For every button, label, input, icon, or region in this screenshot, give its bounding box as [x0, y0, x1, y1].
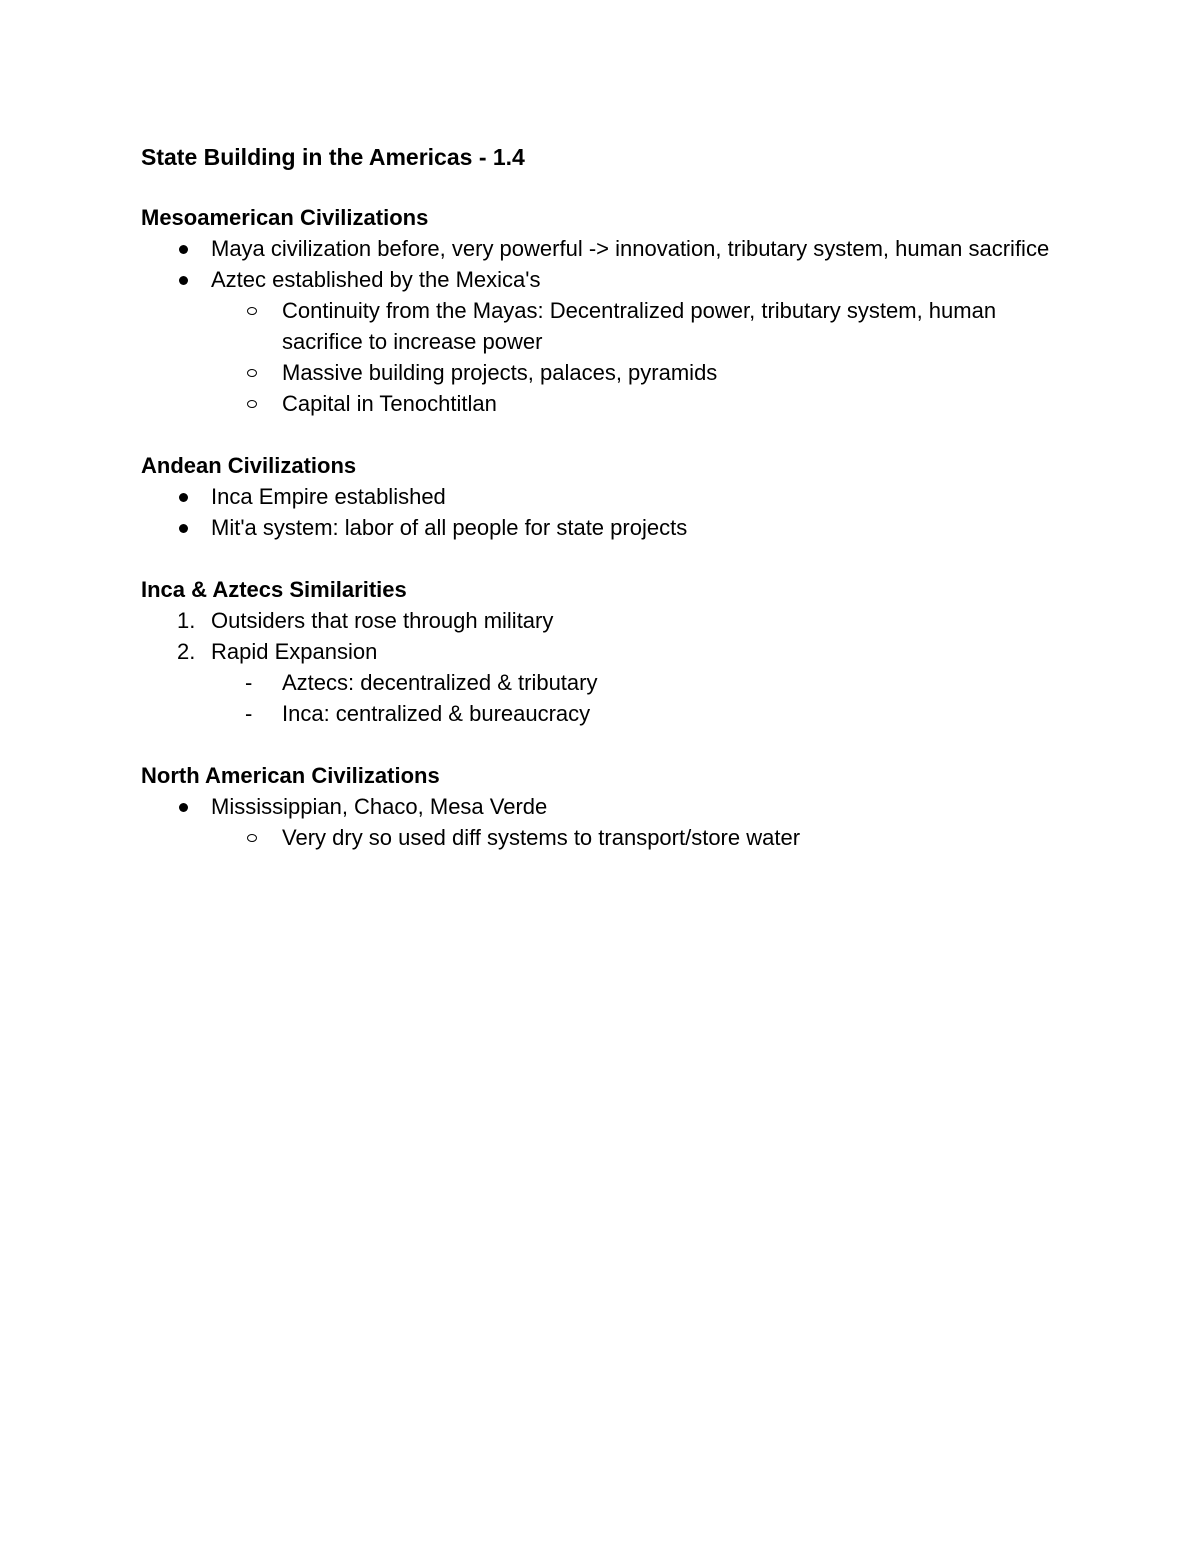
bullet-disc-icon	[179, 493, 188, 502]
list-item-text: Aztec established by the Mexica's	[211, 267, 541, 292]
section-heading: North American Civilizations	[141, 763, 440, 788]
section-heading: Andean Civilizations	[141, 453, 357, 478]
list-item	[141, 233, 1081, 264]
document-page	[141, 140, 1081, 884]
bullet-circle-icon	[247, 834, 257, 842]
list-item	[141, 264, 1081, 295]
sub-list-item	[141, 822, 1081, 853]
section-similarities	[141, 574, 1081, 729]
list-item-text: Massive building projects, palaces, pyramids	[282, 360, 718, 385]
bullet-list	[141, 791, 1081, 853]
numbered-list	[141, 605, 1081, 729]
list-item-text: Inca: centralized & bureaucracy	[282, 701, 591, 726]
document-title: State Building in the Americas - 1.4	[141, 144, 525, 170]
bullet-circle-icon	[247, 400, 257, 408]
list-item	[141, 481, 1081, 512]
section-heading: Inca & Aztecs Similarities	[141, 577, 407, 602]
list-item	[141, 605, 1081, 636]
bullet-disc-icon	[179, 524, 188, 533]
bullet-disc-icon	[179, 245, 188, 254]
bullet-circle-icon	[247, 307, 257, 315]
list-item-text: Aztecs: decentralized & tributary	[282, 670, 598, 695]
list-item-text: Very dry so used diff systems to transport/store water	[282, 825, 801, 850]
bullet-disc-icon	[179, 803, 188, 812]
section-andean	[141, 450, 1081, 543]
list-item-text: Mit'a system: labor of all people for state projects	[211, 515, 688, 540]
list-item	[141, 636, 1081, 667]
bullet-disc-icon	[179, 276, 188, 285]
section-north-american	[141, 760, 1081, 853]
list-item-text: Maya civilization before, very powerful -> innovation, tributary system, human sacrifice	[211, 236, 1050, 261]
dash-marker: -	[245, 670, 253, 695]
sub-list-item	[141, 388, 1081, 419]
list-item-text: Rapid Expansion	[211, 639, 378, 664]
bullet-list	[141, 233, 1081, 419]
section-mesoamerican	[141, 202, 1081, 419]
list-number: 1.	[177, 608, 196, 633]
list-number: 2.	[177, 639, 196, 664]
bullet-list	[141, 481, 1081, 543]
list-item	[141, 512, 1081, 543]
sub-list-item	[141, 295, 1081, 357]
list-item	[141, 791, 1081, 822]
sub-list-item	[141, 698, 1081, 729]
sub-list-item	[141, 357, 1081, 388]
bullet-circle-icon	[247, 369, 257, 377]
list-item-text: Mississippian, Chaco, Mesa Verde	[211, 794, 548, 819]
list-item-text: Continuity from the Mayas: Decentralized power, tributary system, human sacrifice to increase power	[282, 298, 997, 354]
list-item-text: Inca Empire established	[211, 484, 446, 509]
list-item-text: Capital in Tenochtitlan	[282, 391, 497, 416]
dash-marker: -	[245, 701, 253, 726]
list-item-text: Outsiders that rose through military	[211, 608, 554, 633]
sub-list-item	[141, 667, 1081, 698]
section-heading: Mesoamerican Civilizations	[141, 205, 429, 230]
